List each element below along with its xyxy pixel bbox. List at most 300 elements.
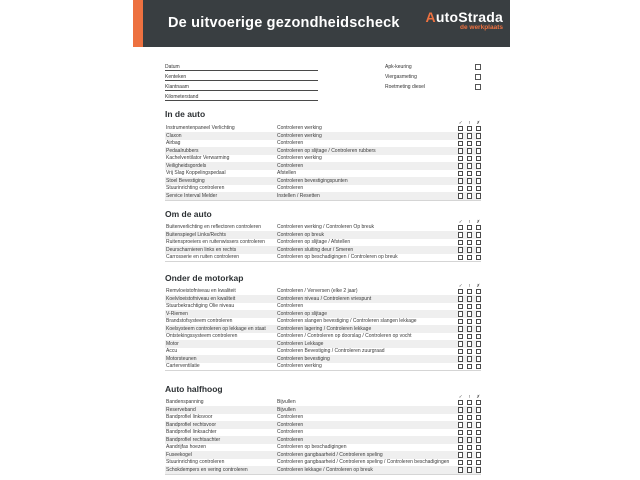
row-action-label: Controleren slangen bevestiging / Controleren slangen lekkage: [277, 318, 417, 325]
row-checkboxes: [458, 364, 482, 370]
checkbox[interactable]: [467, 178, 473, 184]
table-row: [165, 414, 481, 422]
row-item-label: Buitenverlichting en reflectoren controleren: [166, 224, 262, 231]
checkbox[interactable]: [476, 304, 482, 310]
table-row: [165, 429, 481, 437]
row-checkboxes: [458, 296, 482, 302]
checkbox[interactable]: [458, 341, 464, 347]
row-item-label: Bandprofiel rechtsvoor: [166, 421, 217, 428]
table-row: [165, 340, 481, 348]
check-col-ok-icon: ✓: [458, 282, 463, 288]
row-action-label: Controleren Lekkage: [277, 340, 324, 347]
checkbox[interactable]: [467, 133, 473, 139]
row-checkboxes: [458, 430, 482, 436]
row-item-label: Koelsysteem controleren op lekkage en staat: [166, 325, 266, 332]
checkbox[interactable]: [467, 349, 473, 355]
table-row: [165, 310, 481, 318]
checkbox[interactable]: [458, 296, 464, 302]
page-title: De uitvoerige gezondheidscheck: [168, 15, 400, 31]
row-checkboxes: [458, 289, 482, 295]
checkbox[interactable]: [458, 467, 464, 473]
row-item-label: Stuurinrichting controleren: [166, 459, 225, 466]
table-row: [165, 162, 481, 170]
checkbox[interactable]: [458, 255, 464, 261]
table-row: [165, 436, 481, 444]
checkbox[interactable]: [467, 422, 473, 428]
checkbox[interactable]: [476, 452, 482, 458]
row-action-label: Controleren: [277, 436, 304, 443]
option-label: Viergasmeting: [385, 73, 417, 80]
brand-logo: [426, 10, 503, 32]
row-checkboxes: [458, 319, 482, 325]
checkbox[interactable]: [476, 400, 482, 406]
table-row: [165, 239, 481, 247]
checkbox[interactable]: [467, 163, 473, 169]
check-col-ok-icon: ✓: [458, 393, 463, 399]
checkbox[interactable]: [476, 255, 482, 261]
section-3: [165, 385, 481, 475]
row-action-label: Controleren op beschadigingen: [277, 444, 347, 451]
table-row: [165, 333, 481, 341]
section-1: [165, 210, 481, 262]
row-checkboxes: [458, 247, 482, 253]
row-action-label: Controleren werking: [277, 155, 322, 162]
checkbox[interactable]: [476, 156, 482, 162]
checkbox[interactable]: [467, 400, 473, 406]
table-row: [165, 192, 481, 200]
row-item-label: Accu: [166, 348, 178, 355]
checkbox[interactable]: [476, 415, 482, 421]
checkbox[interactable]: [476, 247, 482, 253]
checkbox[interactable]: [467, 311, 473, 317]
row-item-label: Reserveband: [166, 406, 196, 413]
checkbox[interactable]: [458, 437, 464, 443]
form-field-datum[interactable]: [165, 61, 318, 71]
checkbox[interactable]: [467, 430, 473, 436]
row-item-label: Instrumentenpaneel Verlichting: [166, 125, 235, 132]
row-action-label: Bijvullen: [277, 399, 296, 406]
section-rows: [165, 399, 481, 475]
checkbox[interactable]: [476, 311, 482, 317]
checkbox[interactable]: [467, 156, 473, 162]
form-field-label: Datum: [165, 64, 180, 70]
row-action-label: Bijvullen: [277, 406, 296, 413]
row-checkboxes: [458, 422, 482, 428]
test-options-form: [385, 61, 481, 91]
checkbox[interactable]: [467, 452, 473, 458]
row-item-label: Bandprofiel linksachter: [166, 429, 217, 436]
row-action-label: Controleren werking / Controleren Op breuk: [277, 224, 374, 231]
checkbox[interactable]: [467, 255, 473, 261]
row-item-label: Airbag: [166, 140, 181, 147]
row-item-label: Ontstekingssysteem controleren: [166, 333, 238, 340]
row-action-label: Controleren Bevestiging / Controleren zuurgraad: [277, 348, 385, 355]
option-row: [385, 81, 481, 91]
check-columns-header: [458, 219, 481, 224]
checkbox[interactable]: [475, 64, 481, 70]
row-action-label: Controleren werking: [277, 132, 322, 139]
checkbox[interactable]: [467, 356, 473, 362]
row-item-label: Brandstofsysteem controleren: [166, 318, 233, 325]
row-checkboxes: [458, 460, 482, 466]
row-checkboxes: [458, 186, 482, 192]
brand-rest: utoStrada: [435, 9, 503, 25]
checkbox[interactable]: [467, 437, 473, 443]
row-checkboxes: [458, 341, 482, 347]
row-item-label: Service Interval Melder: [166, 192, 218, 199]
row-action-label: Controleren: [277, 421, 304, 428]
row-action-label: Controleren op breuk: [277, 231, 324, 238]
table-row: [165, 355, 481, 363]
checkbox[interactable]: [458, 452, 464, 458]
table-row: [165, 295, 481, 303]
check-col-warn-icon: !: [468, 393, 471, 399]
checkbox[interactable]: [458, 407, 464, 413]
check-columns-header: [458, 283, 481, 288]
checkbox[interactable]: [467, 467, 473, 473]
checkbox[interactable]: [467, 186, 473, 192]
table-row: [165, 177, 481, 185]
check-col-fail-icon: ✗: [476, 282, 481, 288]
row-action-label: Controleren: [277, 414, 304, 421]
checkbox[interactable]: [475, 74, 481, 80]
table-row: [165, 125, 481, 133]
checkbox[interactable]: [458, 445, 464, 451]
form-field-label: Kilometerstand: [165, 94, 199, 100]
checkbox[interactable]: [458, 319, 464, 325]
checkbox[interactable]: [467, 225, 473, 231]
checkbox[interactable]: [458, 422, 464, 428]
row-action-label: Controleren / Controleren op doorslag / Controleren op vocht: [277, 333, 412, 340]
checkbox[interactable]: [458, 193, 464, 199]
checkbox[interactable]: [458, 460, 464, 466]
check-col-ok-icon: ✓: [458, 218, 463, 224]
section-title: In de auto: [165, 109, 206, 119]
checkbox[interactable]: [458, 311, 464, 317]
row-action-label: Controleren werking: [277, 125, 322, 132]
row-action-label: Controleren op beschadigingen / Controleren op breuk: [277, 254, 398, 261]
checkbox[interactable]: [476, 193, 482, 199]
checkbox[interactable]: [476, 356, 482, 362]
checkbox[interactable]: [467, 126, 473, 132]
row-item-label: Motorsteunen: [166, 355, 197, 362]
checkbox[interactable]: [467, 289, 473, 295]
checkbox[interactable]: [458, 163, 464, 169]
table-row: [165, 231, 481, 239]
row-item-label: Aandrijfas hoezen: [166, 444, 207, 451]
row-item-label: Veiligheidsgordels: [166, 162, 207, 169]
option-label: Apk-keuring: [385, 63, 412, 70]
checkbox[interactable]: [467, 232, 473, 238]
row-checkboxes: [458, 311, 482, 317]
checkbox[interactable]: [458, 430, 464, 436]
table-row: [165, 444, 481, 452]
checkbox[interactable]: [467, 240, 473, 246]
check-col-warn-icon: !: [468, 218, 471, 224]
row-item-label: Bandprofiel linksvoor: [166, 414, 213, 421]
table-row: [165, 224, 481, 232]
brand-name: [426, 10, 503, 24]
checkbox[interactable]: [476, 141, 482, 147]
section-title: Om de auto: [165, 209, 212, 219]
row-item-label: Carterventilatie: [166, 363, 200, 370]
option-row: [385, 71, 481, 81]
row-checkboxes: [458, 349, 482, 355]
check-col-warn-icon: !: [468, 282, 471, 288]
checkbox[interactable]: [476, 232, 482, 238]
row-action-label: Controleren op slijtage / Afstellen: [277, 239, 351, 246]
checkbox[interactable]: [467, 334, 473, 340]
row-checkboxes: [458, 148, 482, 154]
section-title: Auto halfhoog: [165, 384, 223, 394]
row-item-label: Stuurbekrachtiging Olie niveau: [166, 303, 235, 310]
checkbox[interactable]: [458, 178, 464, 184]
table-row: [165, 318, 481, 326]
header-bar: [143, 0, 510, 47]
row-item-label: Koelvloeistofniveau en kwaliteit: [166, 295, 236, 302]
checkbox[interactable]: [467, 141, 473, 147]
table-row: [165, 140, 481, 148]
row-item-label: Bandenspanning: [166, 399, 204, 406]
row-item-label: Vrij Slag Koppelingspedaal: [166, 170, 226, 177]
checkbox[interactable]: [476, 148, 482, 154]
row-checkboxes: [458, 232, 482, 238]
checkbox[interactable]: [458, 400, 464, 406]
row-checkboxes: [458, 445, 482, 451]
checkbox[interactable]: [467, 460, 473, 466]
checkbox[interactable]: [458, 326, 464, 332]
checkbox[interactable]: [476, 407, 482, 413]
row-checkboxes: [458, 415, 482, 421]
brand-accent-letter: A: [425, 9, 436, 25]
checkbox[interactable]: [476, 186, 482, 192]
checkbox[interactable]: [476, 178, 482, 184]
check-col-fail-icon: ✗: [476, 393, 481, 399]
checkbox[interactable]: [467, 319, 473, 325]
table-row: [165, 132, 481, 140]
checkbox[interactable]: [476, 289, 482, 295]
checkbox[interactable]: [458, 356, 464, 362]
checkbox[interactable]: [458, 148, 464, 154]
checkbox[interactable]: [458, 186, 464, 192]
row-checkboxes: [458, 304, 482, 310]
row-action-label: Controleren op slijtage / Controleren rubbers: [277, 147, 376, 154]
checkbox[interactable]: [467, 407, 473, 413]
checkbox[interactable]: [476, 296, 482, 302]
table-row: [165, 466, 481, 474]
row-action-label: Controleren bevestiging: [277, 355, 330, 362]
table-row: [165, 155, 481, 163]
checkbox[interactable]: [476, 326, 482, 332]
accent-stripe: [133, 0, 143, 47]
checkbox[interactable]: [458, 171, 464, 177]
row-item-label: Claxon: [166, 132, 182, 139]
row-item-label: Pedaalrubbers: [166, 147, 199, 154]
checkbox[interactable]: [458, 334, 464, 340]
form-field-label: Klantnaam: [165, 84, 189, 90]
checkbox[interactable]: [476, 364, 482, 370]
check-columns-header: [458, 120, 481, 125]
checkbox[interactable]: [476, 422, 482, 428]
form-field-klantnaam[interactable]: [165, 81, 318, 91]
row-action-label: Controleren: [277, 303, 304, 310]
table-row: [165, 406, 481, 414]
row-checkboxes: [458, 255, 482, 261]
table-row: [165, 170, 481, 178]
checkbox[interactable]: [467, 326, 473, 332]
check-col-ok-icon: ✓: [458, 119, 463, 125]
checkbox[interactable]: [458, 232, 464, 238]
row-action-label: Controleren werking: [277, 363, 322, 370]
table-row: [165, 325, 481, 333]
checkbox[interactable]: [476, 460, 482, 466]
table-row: [165, 399, 481, 407]
checkbox[interactable]: [458, 364, 464, 370]
checkbox[interactable]: [476, 126, 482, 132]
row-checkboxes: [458, 156, 482, 162]
brand-tagline: de werkplaats: [460, 24, 503, 31]
row-item-label: Stoel Bevestiging: [166, 177, 205, 184]
row-item-label: Motor: [166, 340, 179, 347]
row-checkboxes: [458, 452, 482, 458]
checkbox[interactable]: [476, 163, 482, 169]
row-action-label: Controleren gangbaarheid / Controleren speling / Controleren beschadigingen: [277, 459, 450, 466]
form-field-kilometerstand[interactable]: [165, 91, 318, 101]
checkbox[interactable]: [476, 430, 482, 436]
checkbox[interactable]: [458, 349, 464, 355]
row-item-label: Bandprofiel rechtsachter: [166, 436, 221, 443]
row-item-label: Buitenspiegel Links/Rechts: [166, 231, 227, 238]
checkbox[interactable]: [476, 240, 482, 246]
row-item-label: Stuurinrichting controleren: [166, 185, 225, 192]
row-checkboxes: [458, 171, 482, 177]
table-row: [165, 421, 481, 429]
row-action-label: Controleren: [277, 162, 304, 169]
row-checkboxes: [458, 467, 482, 473]
checkbox[interactable]: [458, 240, 464, 246]
checkbox[interactable]: [467, 193, 473, 199]
checkbox[interactable]: [458, 156, 464, 162]
table-row: [165, 147, 481, 155]
checkbox[interactable]: [476, 334, 482, 340]
table-row: [165, 246, 481, 254]
section-rows: [165, 224, 481, 263]
checkbox[interactable]: [476, 171, 482, 177]
option-row: [385, 61, 481, 71]
form-field-label: Kenteken: [165, 74, 187, 80]
row-action-label: Controleren: [277, 429, 304, 436]
checkbox[interactable]: [467, 445, 473, 451]
check-col-fail-icon: ✗: [476, 218, 481, 224]
checkbox[interactable]: [476, 319, 482, 325]
customer-form: [165, 61, 318, 101]
table-row: [165, 363, 481, 371]
row-action-label: Controleren / Verversen (elke 2 jaar): [277, 288, 358, 295]
row-item-label: Schokdempers en vering controleren: [166, 466, 248, 473]
checkbox[interactable]: [467, 304, 473, 310]
check-col-fail-icon: ✗: [476, 119, 481, 125]
row-action-label: Controleren bevestigingspunten: [277, 177, 348, 184]
checkbox[interactable]: [458, 225, 464, 231]
table-row: [165, 254, 481, 262]
checkbox[interactable]: [467, 415, 473, 421]
row-checkboxes: [458, 141, 482, 147]
row-checkboxes: [458, 225, 482, 231]
checkbox[interactable]: [458, 133, 464, 139]
table-row: [165, 185, 481, 193]
checkbox[interactable]: [467, 148, 473, 154]
row-action-label: Controleren lekkage / Controleren op breuk: [277, 466, 373, 473]
row-checkboxes: [458, 407, 482, 413]
row-checkboxes: [458, 163, 482, 169]
row-item-label: Ruitensproeiers en ruitenwissers controleren: [166, 239, 265, 246]
checkbox[interactable]: [476, 467, 482, 473]
row-action-label: Controleren niveau / Controleren vriespunt: [277, 295, 372, 302]
checkbox[interactable]: [458, 126, 464, 132]
row-checkboxes: [458, 400, 482, 406]
table-row: [165, 348, 481, 356]
row-item-label: Kachelventilator Verwarming: [166, 155, 230, 162]
row-action-label: Instellen / Resetten: [277, 192, 320, 199]
row-checkboxes: [458, 178, 482, 184]
checkbox[interactable]: [458, 141, 464, 147]
row-action-label: Controleren lagering / Controleren lekkage: [277, 325, 372, 332]
row-checkboxes: [458, 126, 482, 132]
section-rows: [165, 125, 481, 201]
row-action-label: Afstellen: [277, 170, 297, 177]
row-checkboxes: [458, 240, 482, 246]
row-action-label: Controleren sluiting deur / Smeren: [277, 246, 354, 253]
section-0: [165, 110, 481, 201]
checkbox[interactable]: [476, 445, 482, 451]
checkbox[interactable]: [467, 171, 473, 177]
row-checkboxes: [458, 133, 482, 139]
check-col-warn-icon: !: [468, 119, 471, 125]
section-2: [165, 274, 481, 371]
checkbox[interactable]: [458, 247, 464, 253]
checkbox[interactable]: [476, 437, 482, 443]
section-title: Onder de motorkap: [165, 273, 244, 283]
checkbox[interactable]: [476, 133, 482, 139]
row-action-label: Controleren: [277, 140, 304, 147]
row-checkboxes: [458, 334, 482, 340]
row-item-label: V-Riemen: [166, 310, 188, 317]
checkbox[interactable]: [467, 364, 473, 370]
checkbox[interactable]: [458, 289, 464, 295]
row-item-label: Carrosserie en ruiten controleren: [166, 254, 240, 261]
table-row: [165, 288, 481, 296]
checkbox[interactable]: [475, 84, 481, 90]
check-columns-header: [458, 394, 481, 399]
checkbox[interactable]: [467, 341, 473, 347]
checkbox[interactable]: [467, 247, 473, 253]
option-label: Roetmeting diesel: [385, 83, 426, 90]
checkbox[interactable]: [476, 225, 482, 231]
checkbox[interactable]: [467, 296, 473, 302]
checkbox[interactable]: [458, 415, 464, 421]
checkbox[interactable]: [476, 341, 482, 347]
row-checkboxes: [458, 437, 482, 443]
checkbox[interactable]: [476, 349, 482, 355]
row-item-label: Remvloeistofniveau en kwaliteit: [166, 288, 236, 295]
form-field-kenteken[interactable]: [165, 71, 318, 81]
row-action-label: Controleren gangbaarheid / Controleren speling: [277, 451, 383, 458]
row-checkboxes: [458, 326, 482, 332]
row-action-label: Controleren op slijtage: [277, 310, 328, 317]
section-rows: [165, 288, 481, 372]
table-row: [165, 459, 481, 467]
checkbox[interactable]: [458, 304, 464, 310]
